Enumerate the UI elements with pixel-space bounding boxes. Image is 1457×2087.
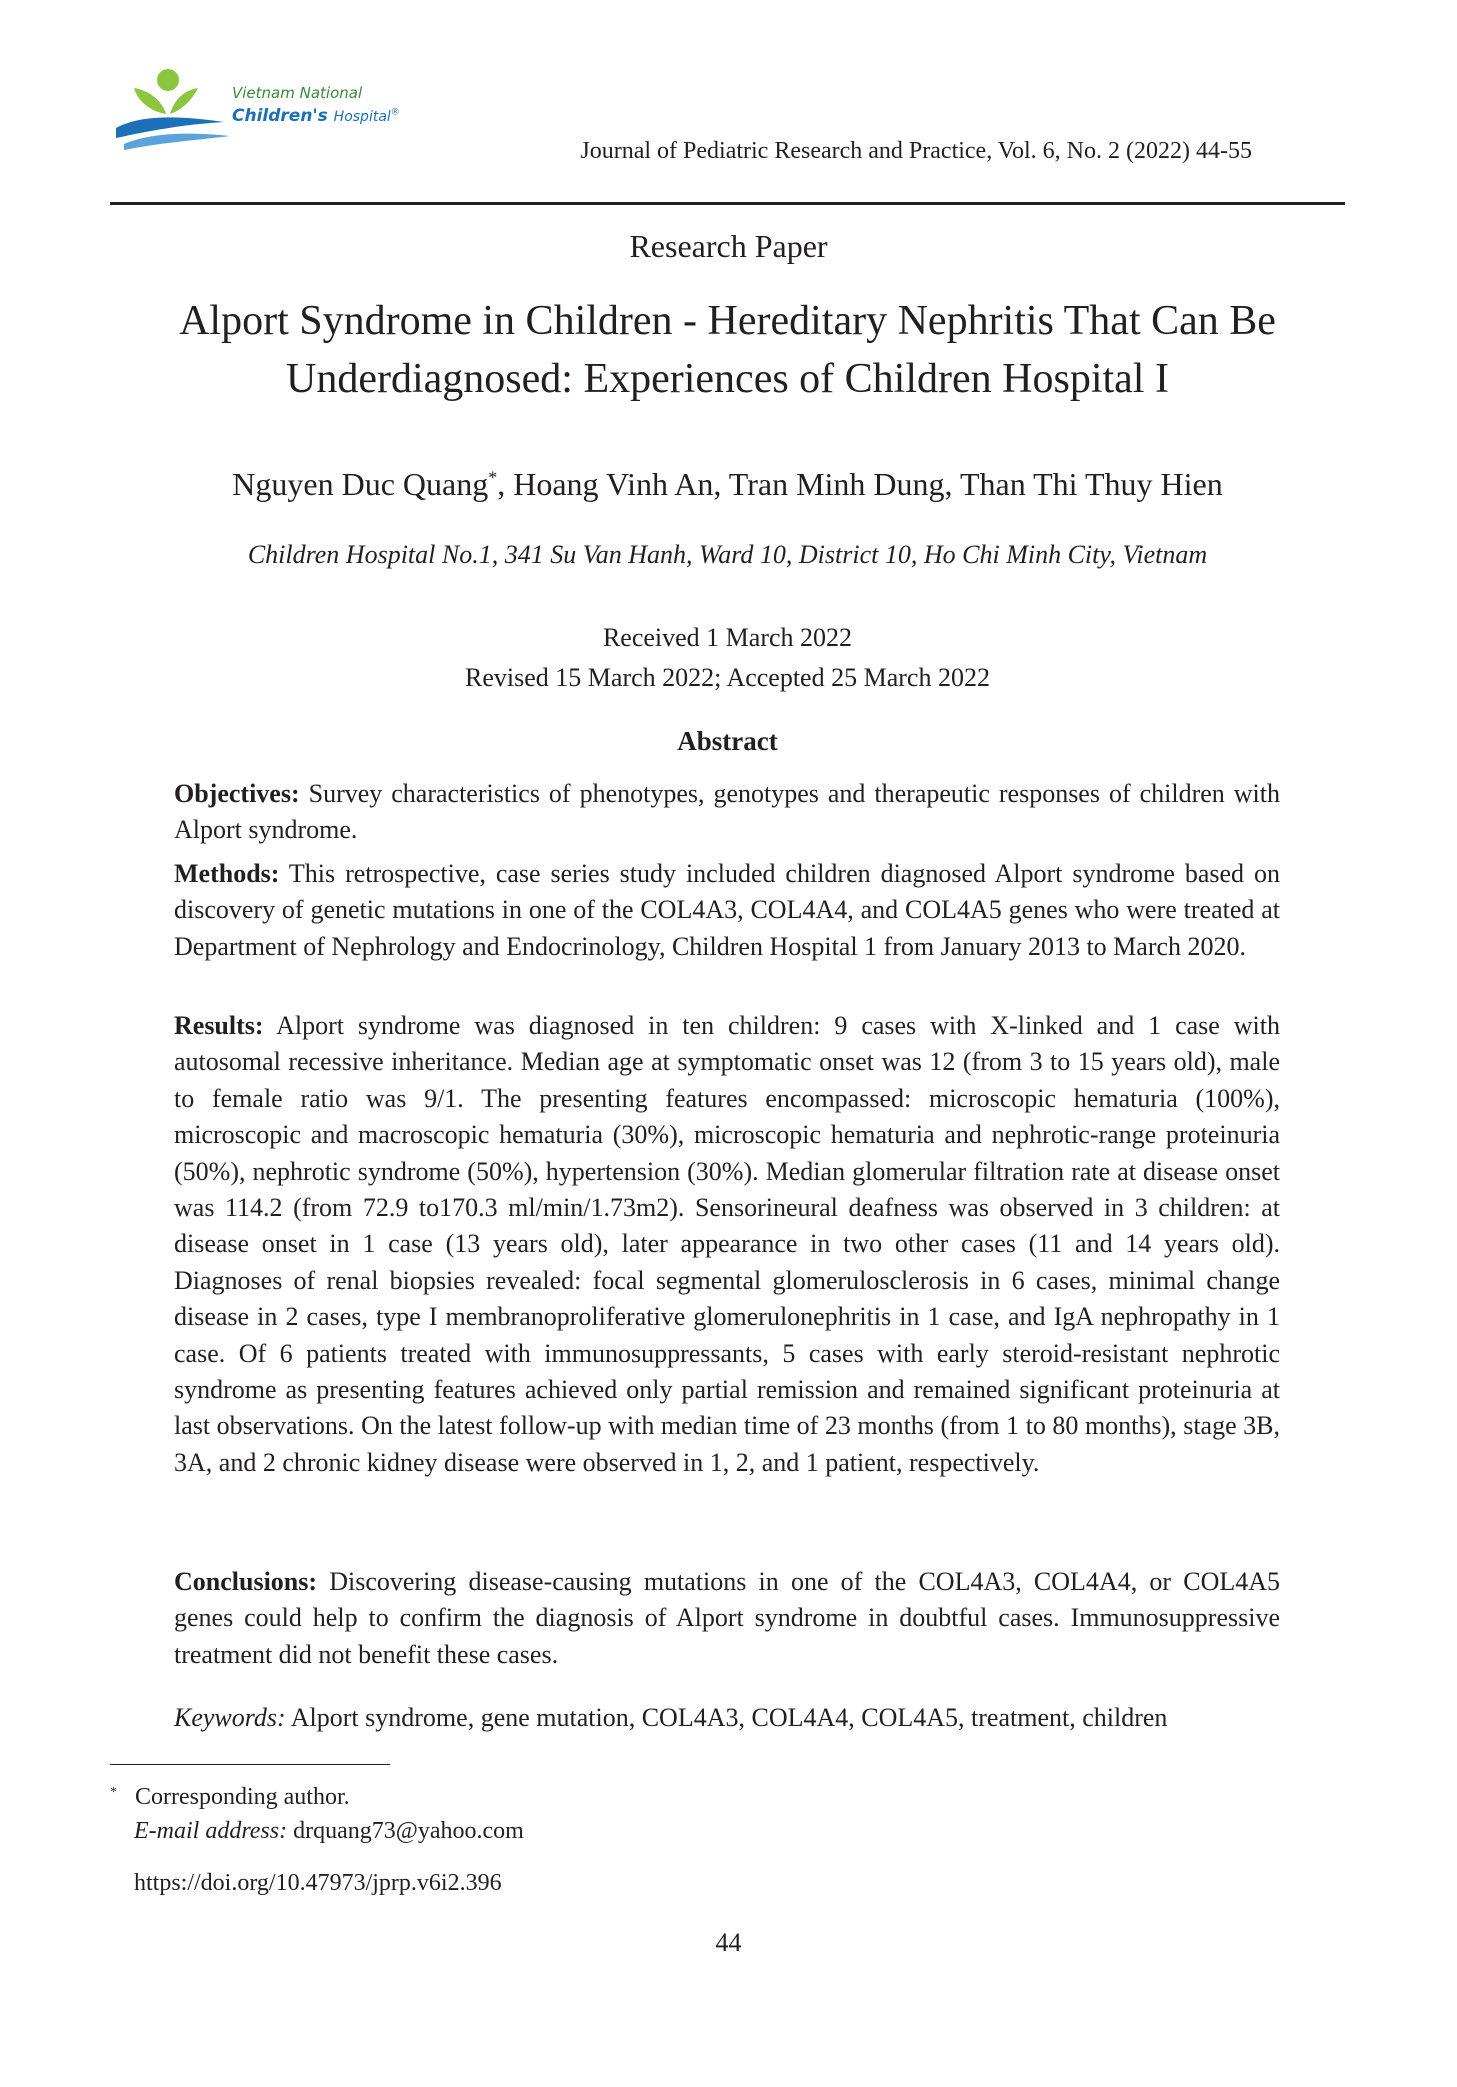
email-label: E-mail address: [134, 1818, 288, 1844]
first-author: Nguyen Duc Quang [232, 466, 489, 502]
results-text: Alport syndrome was diagnosed in ten children: 9 cases with X-linked and 1 case with autosomal recessive inheritance. Median age at symptomatic onset was 12 (from 3 to 15 years old), male to female ratio was 9/1. The presenting features encompassed: microscopic hematuria (100%), microscopic and macroscopic hematuria (30%), microscopic hematuria and nephrotic-range proteinuria (50%), nephrotic syndrome (50%), hypertension (30%). Median glomerular filtration rate at disease onset was 114.2 (from 72.9 to170.3 ml/min/1.73m2). Sensorineural deafness was observed in 3 children: at disease onset in 1 case (13 years old), later appearance in two other cases (11 and 14 years old). Diagnoses of renal biopsies revealed: focal segmental glomerulosclerosis in 6 cases, minimal change disease in 2 cases, type I membranoproliferative glomerulonephritis in 1 case, and IgA nephropathy in 1 case. Of 6 patients treated with immunosuppressants, 5 cases with early steroid-resistant nephrotic syndrome as presenting features achieved only partial remission and remained significant proteinuria at last observations. On the latest follow-up with median time of 23 months (from 1 to 80 months), stage 3B, 3A, and 2 chronic kidney disease were observed in 1, 2, and 1 patient, respectively. [174, 1011, 1280, 1477]
journal-citation: Journal of Pediatric Research and Practice, Vol. 6, No. 2 (2022) 44-55 [580, 138, 1252, 164]
logo-name-bold: Children's [232, 106, 328, 126]
doi-link[interactable]: https://doi.org/10.47973/jprp.v6i2.396 [134, 1870, 502, 1896]
objectives-paragraph [174, 776, 1280, 849]
other-authors: , Hoang Vinh An, Tran Minh Dung, Than Thi Thuy Hien [497, 466, 1223, 502]
conclusions-text: Discovering disease-causing mutations in one of the COL4A3, COL4A4, or COL4A5 genes could help to confirm the diagnosis of Alport syndrome in doubtful cases. Immunosuppressive treatment did not benefit these cases. [174, 1567, 1280, 1669]
abstract-heading: Abstract [677, 726, 778, 756]
header-rule [110, 202, 1345, 205]
footnote-mark: * [110, 1785, 117, 1800]
corresponding-note [110, 1776, 810, 1814]
title-line-2: Underdiagnosed: Experiences of Children Hospital I [286, 356, 1169, 402]
paper-type: Research Paper [629, 228, 828, 264]
received-date: Received 1 March 2022 [602, 623, 853, 652]
keywords [174, 1700, 1280, 1736]
page-number: 44 [715, 1928, 742, 1957]
registered-mark: ® [390, 107, 400, 118]
affiliation: Children Hospital No.1, 341 Su Van Hanh, Ward 10, District 10, Ho Chi Minh City, Vietnam [247, 540, 1208, 569]
hospital-logo [112, 66, 442, 156]
logo-line-1: Vietnam National [232, 84, 363, 102]
results-label: Results: [174, 1011, 264, 1040]
title-line-1: Alport Syndrome in Children - Hereditary Nephritis That Can Be [179, 298, 1276, 344]
keywords-label: Keywords: [174, 1703, 286, 1732]
footnote-rule [110, 1764, 390, 1765]
logo-line-2 [232, 106, 400, 126]
conclusions-paragraph [174, 1564, 1280, 1673]
author-list [110, 466, 1345, 503]
email-address[interactable]: drquang73@yahoo.com [287, 1818, 524, 1844]
revised-accepted-date: Revised 15 March 2022; Accepted 25 March 2022 [465, 663, 990, 692]
keywords-text: Alport syndrome, gene mutation, COL4A3, COL4A4, COL4A5, treatment, children [285, 1703, 1168, 1732]
conclusions-label: Conclusions: [174, 1567, 318, 1596]
email-note [110, 1814, 810, 1848]
methods-paragraph [174, 856, 1280, 965]
children-hospital-logo-icon [112, 66, 232, 156]
article-dates [110, 618, 1345, 698]
logo-name-small: Hospital [333, 109, 391, 125]
corresponding-text: Corresponding author. [135, 1784, 350, 1810]
paper-title [110, 292, 1345, 408]
results-paragraph [174, 1008, 1280, 1481]
corresponding-mark: * [488, 467, 498, 488]
objectives-text: Survey characteristics of phenotypes, genotypes and therapeutic responses of children with Alport syndrome. [174, 779, 1280, 845]
methods-label: Methods: [174, 859, 280, 888]
objectives-label: Objectives: [174, 779, 300, 808]
methods-text: This retrospective, case series study included children diagnosed Alport syndrome based on discovery of genetic mutations in one of the COL4A3, COL4A4, and COL4A5 genes who were treated at Department of Nephrology and Endocrinology, Children Hospital 1 from January 2013 to March 2020. [174, 859, 1280, 961]
footnote [110, 1776, 810, 1848]
